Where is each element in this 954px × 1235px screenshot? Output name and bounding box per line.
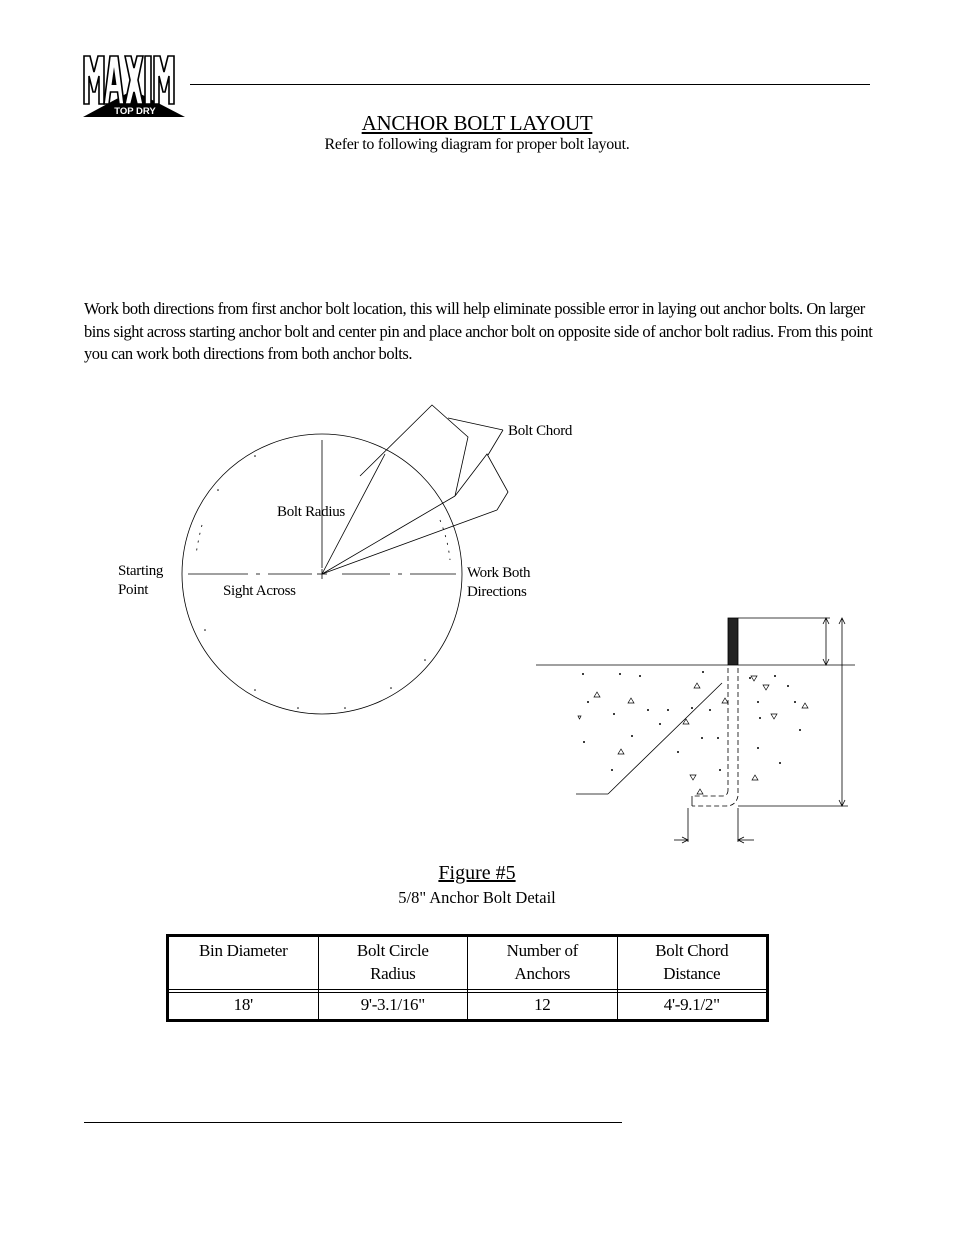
page-subtitle: Refer to following diagram for proper bolt layout. (324, 136, 630, 153)
cell-bin-diameter: 18' (169, 993, 319, 1019)
label-bolt-chord: Bolt Chord (508, 423, 573, 439)
cell-bolt-circle-radius: 9'-3.1/16" (319, 993, 469, 1019)
col-header-bolt-chord-distance: Bolt Chord Distance (618, 937, 766, 990)
cell-bolt-chord-distance: 4'-9.1/2" (663, 995, 720, 1014)
logo-tagline: TOP DRY (114, 106, 156, 117)
label-work-both-2: Directions (467, 584, 527, 600)
bolt-threaded-end (728, 618, 738, 665)
label-starting-point-2: Point (118, 582, 149, 598)
figure-caption: 5/8" Anchor Bolt Detail (398, 888, 556, 907)
anchor-bolt-detail (536, 618, 855, 843)
label-sight-across: Sight Across (223, 583, 296, 599)
bin-layout-drawing (182, 405, 508, 714)
label-starting-point-1: Starting (118, 563, 164, 579)
label-bolt-radius: Bolt Radius (277, 504, 345, 520)
table-header-row (169, 937, 766, 990)
col-header-bolt-circle-radius: Bolt Circle Radius (319, 937, 469, 990)
col-header-number-of-anchors: Number of Anchors (468, 937, 617, 990)
footer-rule (84, 1122, 622, 1123)
label-work-both-1: Work Both (467, 565, 531, 581)
page-title: ANCHOR BOLT LAYOUT (361, 111, 593, 135)
concrete-aggregate-triangles (578, 676, 808, 794)
table-row (169, 993, 766, 1019)
cell-number-of-anchors: 12 (468, 993, 617, 1019)
circle-dots (204, 455, 426, 709)
col-header-bin-diameter: Bin Diameter (169, 937, 319, 990)
figure-title: Figure #5 (438, 862, 516, 884)
instructions-paragraph: Work both directions from first anchor bolt location, this will help eliminate possible error in laying out anchor bolts. On larger bins sight across starting anchor bolt and center pin and place anchor bolt on opposite side of anchor bolt radius. From this point you can work both directions from both anchor bolts. (84, 299, 873, 363)
anchor-bolt-table (166, 934, 769, 1022)
